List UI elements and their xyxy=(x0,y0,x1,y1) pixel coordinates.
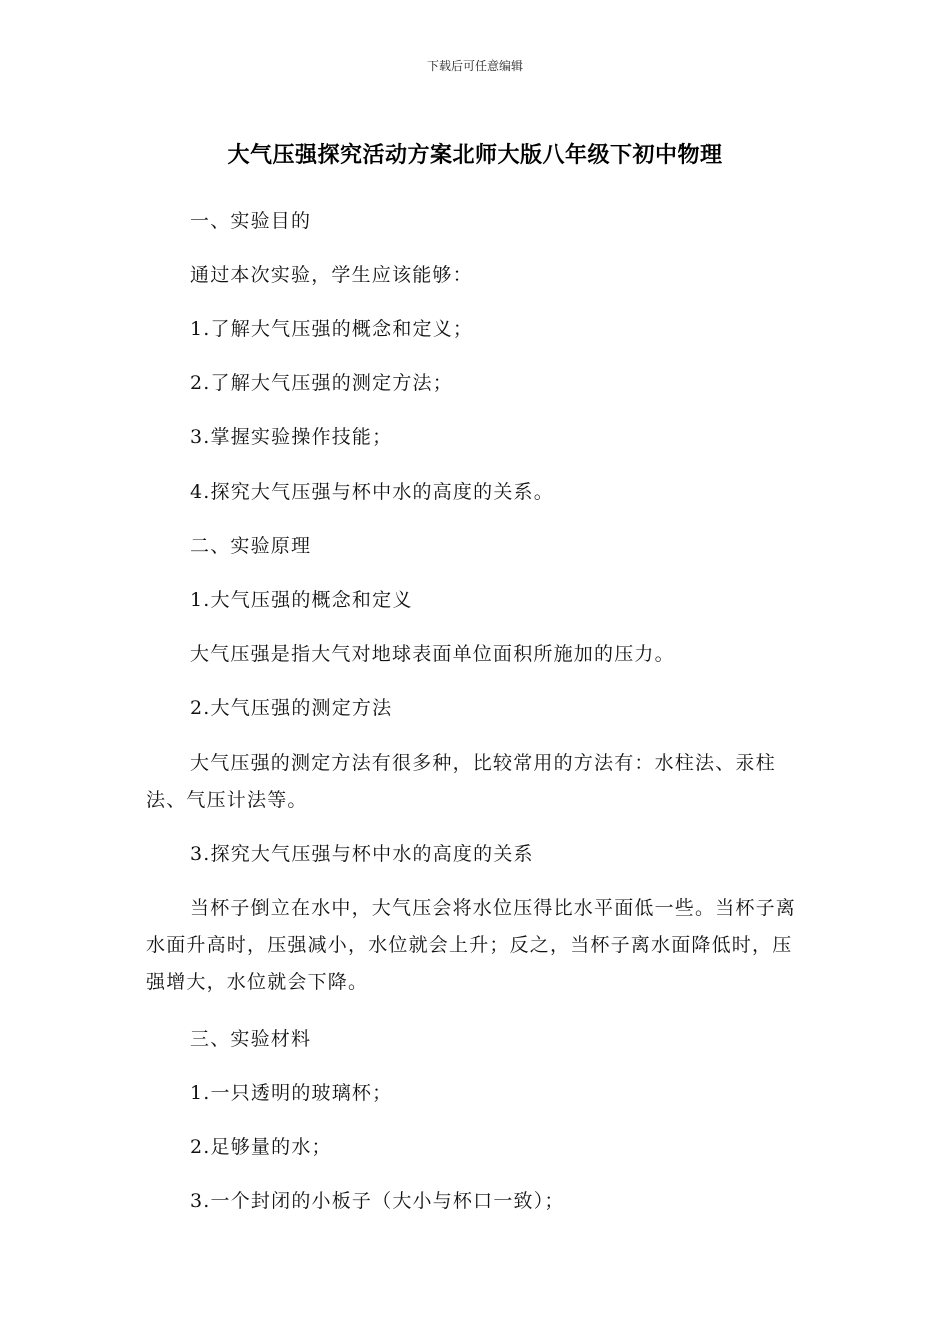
list-item: 2.了解大气压强的测定方法； xyxy=(190,372,453,394)
list-item: 3.掌握实验操作技能； xyxy=(190,426,393,448)
list-item: 2.足够量的水； xyxy=(190,1136,332,1158)
subheading: 1.大气压强的概念和定义 xyxy=(190,589,413,611)
paragraph: 当杯子倒立在水中，大气压会将水位压得比水平面低一些。当杯子离水面升高时，压强减小，水位就会上升；反之，当杯子离水面降低时，压强增大，水位就会下降。 xyxy=(146,897,797,993)
paragraph: 大气压强是指大气对地球表面单位面积所施加的压力。 xyxy=(190,643,675,665)
subheading: 3.探究大气压强与杯中水的高度的关系 xyxy=(190,843,534,865)
section-heading-objectives: 一、实验目的 xyxy=(190,210,312,232)
document-title: 大气压强探究活动方案北师大版八年级下初中物理 xyxy=(227,143,723,168)
list-item: 1.了解大气压强的概念和定义； xyxy=(190,318,474,340)
paragraph: 通过本次实验，学生应该能够： xyxy=(190,264,473,286)
page-header-note: 下载后可任意编辑 xyxy=(426,59,523,73)
list-item: 1.一只透明的玻璃杯； xyxy=(190,1082,393,1104)
list-item: 3.一个封闭的小板子（大小与杯口一致）； xyxy=(190,1190,565,1212)
section-heading-principle: 二、实验原理 xyxy=(190,535,312,557)
subheading: 2.大气压强的测定方法 xyxy=(190,697,393,719)
section-heading-materials: 三、实验材料 xyxy=(190,1028,312,1050)
paragraph: 大气压强的测定方法有很多种，比较常用的方法有：水柱法、汞柱法、气压计法等。 xyxy=(146,752,776,811)
list-item: 4.探究大气压强与杯中水的高度的关系。 xyxy=(190,481,554,503)
